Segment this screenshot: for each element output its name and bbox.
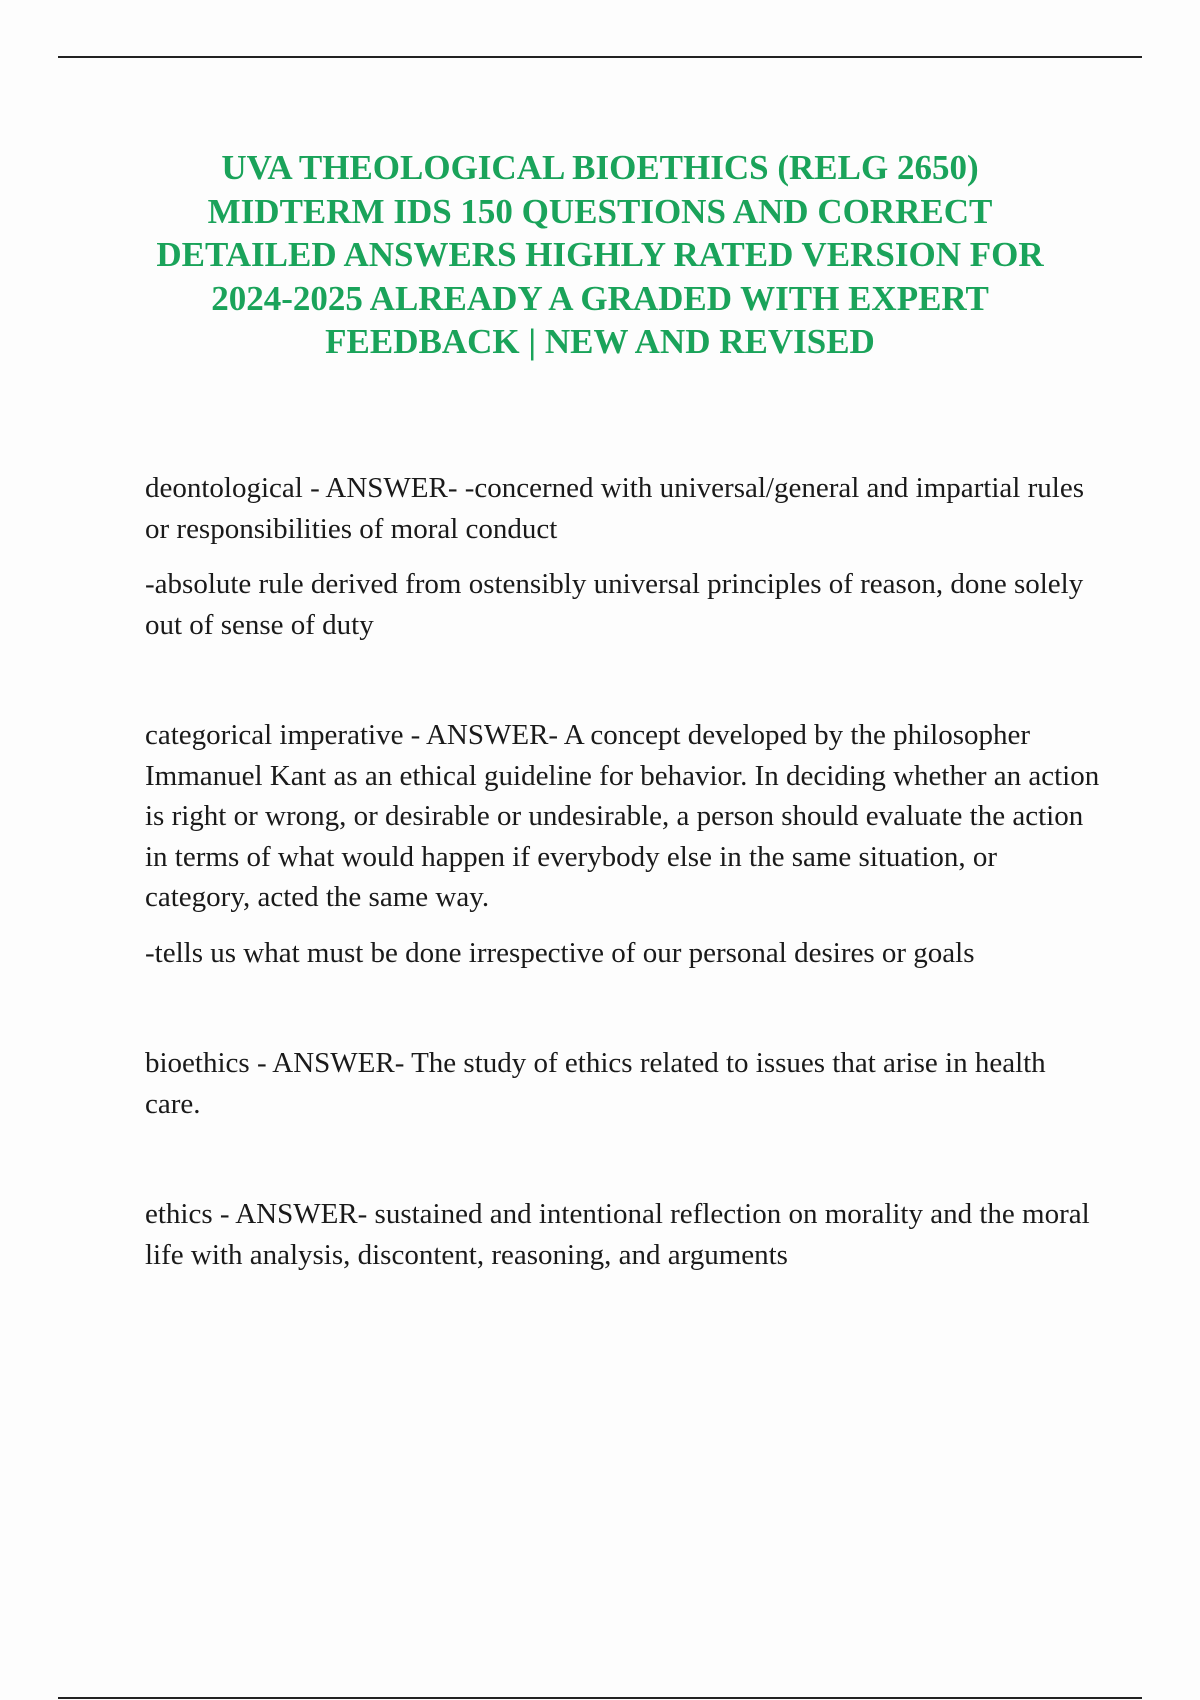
qa-entry-deontological bbox=[145, 468, 1105, 645]
bottom-rule bbox=[58, 1697, 1142, 1699]
answer-paragraph: categorical imperative - ANSWER- A concept developed by the philosopher Immanuel Kant as an ethical guideline for behavior. In deciding whether an action is right or wrong, or desirable or undesirable, a person should evaluate the action in terms of what would happen if everybody else in the same situation, or category, acted the same way. bbox=[145, 719, 1100, 913]
qa-list bbox=[145, 468, 1105, 1275]
top-rule bbox=[58, 56, 1142, 58]
qa-entry-categorical-imperative bbox=[145, 715, 1105, 973]
document-title: UVA THEOLOGICAL BIOETHICS (RELG 2650) MIDTERM IDS 150 QUESTIONS AND CORRECT DETAILED ANSWERS HIGHLY RATED VERSION FOR 2024-2025 ALREADY A GRADED WITH EXPERT FEEDBACK | NEW AND REVISED bbox=[156, 148, 1044, 361]
qa-entry-ethics bbox=[145, 1194, 1105, 1275]
answer-paragraph: -tells us what must be done irrespective of our personal desires or goals bbox=[145, 936, 975, 969]
answer-paragraph: -absolute rule derived from ostensibly universal principles of reason, done solely out of sense of duty bbox=[145, 568, 1084, 641]
qa-entry-bioethics bbox=[145, 1043, 1105, 1124]
answer-paragraph: bioethics - ANSWER- The study of ethics related to issues that arise in health care. bbox=[145, 1047, 1046, 1120]
answer-paragraph: deontological - ANSWER- -concerned with universal/general and impartial rules or responsibilities of moral conduct bbox=[145, 472, 1084, 545]
answer-paragraph: ethics - ANSWER- sustained and intentional reflection on morality and the moral life with analysis, discontent, reasoning, and arguments bbox=[145, 1198, 1090, 1271]
